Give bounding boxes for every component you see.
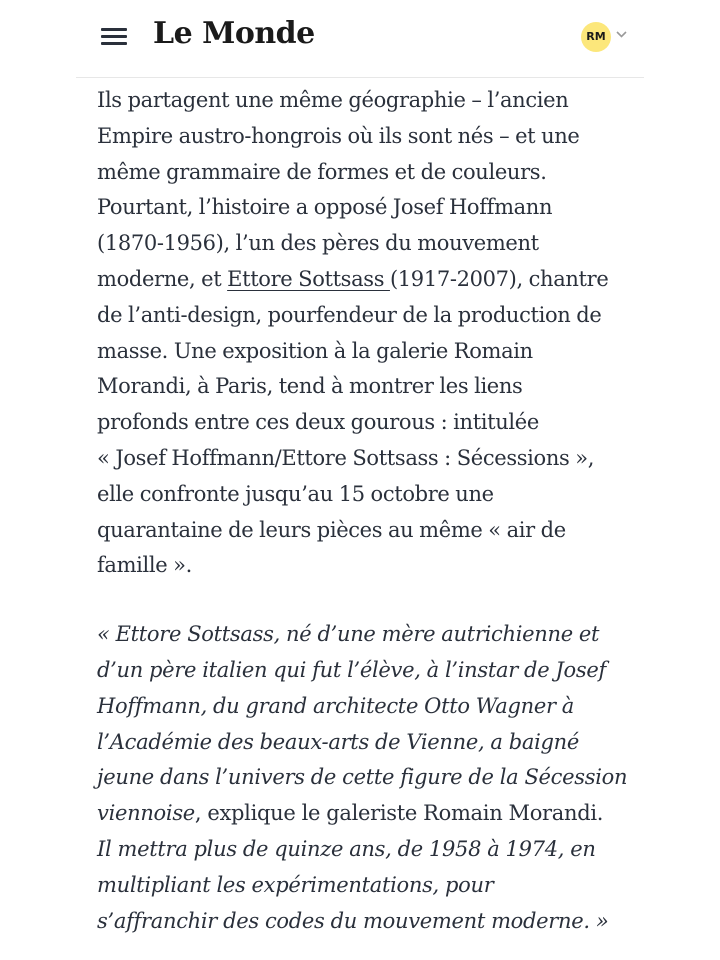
account-menu-button[interactable] [581,21,633,53]
text-line: s’affranchir des codes du mouvement moderne. » [97,908,609,933]
text-segment: , explique le galeriste Romain Morandi. [194,801,604,826]
avatar[interactable]: RM [581,22,611,52]
text-line [97,262,657,298]
text-line: d’un père italien qui fut l’élève, à l’instar de Josef [97,657,606,682]
text-line: « Josef Hoffmann/Ettore Sottsass : Sécessions », [97,445,595,470]
text-line: Ils partagent une même géographie – l’ancien [97,88,569,112]
text-segment: moderne, et [97,266,228,291]
text-segment: viennoise [97,801,195,826]
text-line: famille ». [97,553,192,578]
text-line: « Ettore Sottsass, né d’une mère autrichienne et [97,622,600,647]
article-quote-paragraph [97,617,657,939]
text-line: (1870-1956), l’un des pères du mouvement [97,231,539,256]
text-segment: (1917-2007), chantre [389,266,609,291]
text-line: multipliant les expérimentations, pour [97,872,494,897]
text-line: Empire austro-hongrois où ils sont nés – et une [97,123,580,148]
text-line: l’Académie des beaux-arts de Vienne, a baigné [97,729,579,754]
text-line: Il mettra plus de quinze ans, de 1958 à 1974, en [97,836,596,861]
text-line: elle confronte jusqu’au 15 octobre une [97,481,494,506]
chevron-down-icon[interactable] [616,30,627,39]
text-line: même grammaire de formes et de couleurs. [97,159,547,184]
le-monde-logo[interactable]: Le Monde [153,16,315,51]
hamburger-menu-icon[interactable] [100,26,128,48]
text-line: Morandi, à Paris, tend à montrer les liens [97,374,523,399]
text-line: de l’anti-design, pourfendeur de la production de [97,302,602,327]
text-line: jeune dans l’univers de cette figure de la Sécession [97,765,628,790]
article-body [97,83,657,939]
text-line: profonds entre ces deux gourous : intitulée [97,410,539,435]
text-line: Hoffmann, du grand architecte Otto Wagner à [97,693,574,718]
text-line: masse. Une exposition à la galerie Romain [97,338,533,363]
text-line [97,796,657,832]
site-header [76,0,644,78]
ettore-sottsass-link[interactable]: Ettore Sottsass [227,266,390,291]
text-line: quarantaine de leurs pièces au même « air de [97,517,566,542]
text-line: Pourtant, l’histoire a opposé Josef Hoffmann [97,195,553,220]
article-paragraph [97,83,657,584]
